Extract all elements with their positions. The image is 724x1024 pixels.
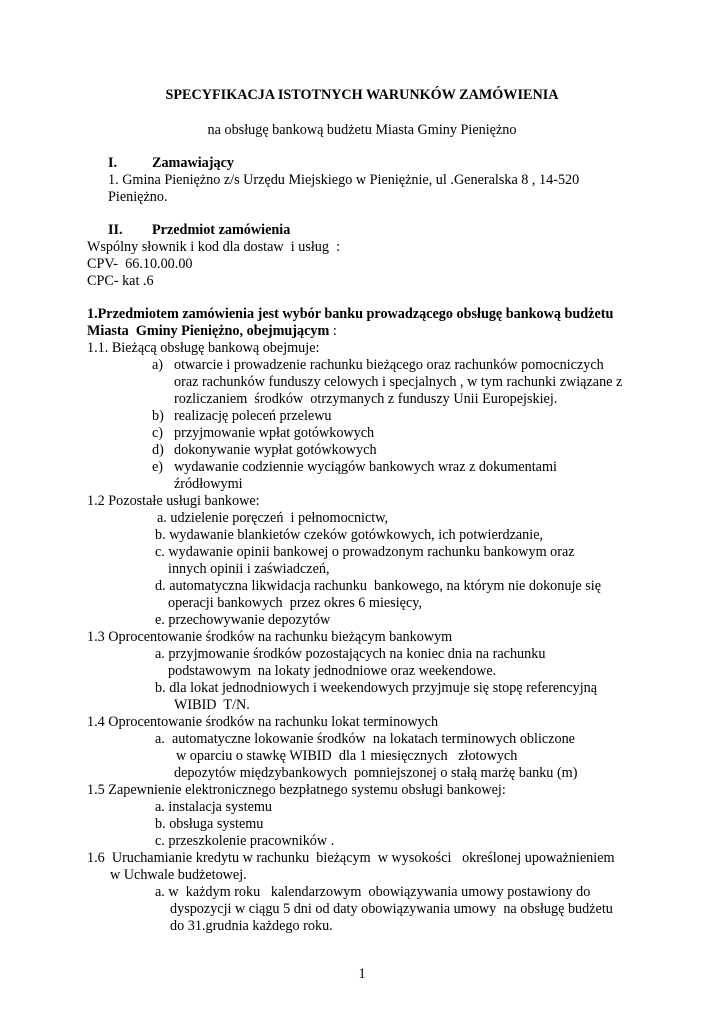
list-marker: d) [152,442,164,458]
list-item: d. automatyczna likwidacja rachunku bankowego, na którym nie dokonuje się [155,578,601,594]
list-item: dokonywanie wypłat gotówkowych [174,442,377,458]
list-item: c. wydawanie opinii bankowej o prowadzonym rachunku bankowym oraz [155,544,575,560]
list-item: a. przyjmowanie środków pozostających na koniec dnia na rachunku [155,646,546,662]
list-item: 1.5 Zapewnienie elektronicznego bezpłatnego systemu obsługi bankowej: [87,782,506,798]
list-item: a. automatyczne lokowanie środków na lokatach terminowych obliczone [155,731,575,747]
scope-heading-text: Miasta Gminy Pieniężno, obejmującym [87,323,330,339]
list-marker: b) [152,408,164,424]
list-item: WIBID T/N. [174,697,250,713]
list-item: przyjmowanie wpłat gotówkowych [174,425,375,441]
list-item: realizację poleceń przelewu [174,408,332,424]
list-item: w Uchwale budżetowej. [110,867,247,883]
list-item: do 31.grudnia każdego roku. [170,918,333,934]
scope-heading-colon: : [329,323,337,339]
list-marker: a) [152,357,164,373]
list-item: oraz rachunków funduszy celowych i specjalnych , w tym rachunki związane z [174,374,623,390]
scope-heading: 1.Przedmiotem zamówienia jest wybór banku prowadzącego obsługę bankową budżetu [87,306,614,322]
list-item: otwarcie i prowadzenie rachunku bieżącego oraz rachunków pomocniczych [174,357,604,373]
list-item: podstawowym na lokaty jednodniowe oraz weekendowe. [168,663,497,679]
document-title: SPECYFIKACJA ISTOTNYCH WARUNKÓW ZAMÓWIENIA [165,87,559,103]
list-item: e. przechowywanie depozytów [155,612,331,628]
section-1-numeral: I. [108,155,118,171]
page-number: 1 [358,966,366,982]
list-item: 1.3 Oprocentowanie środków na rachunku bieżącym bankowym [87,629,453,645]
list-item: a. instalacja systemu [155,799,273,815]
list-item: źródłowymi [174,476,243,492]
section-1-heading: Zamawiający [152,155,234,171]
list-item: 1.1. Bieżącą obsługę bankową obejmuje: [87,340,320,356]
list-item: innych opinii i zaświadczeń, [168,561,330,577]
list-item: 1.4 Oprocentowanie środków na rachunku lokat terminowych [87,714,439,730]
list-item: a. w każdym roku kalendarzowym obowiązywania umowy postawiony do [155,884,591,900]
section-2-numeral: II. [108,222,123,238]
list-item: depozytów międzybankowych pomniejszonej o stałą marżę banku (m) [174,765,578,781]
section-2-text: Wspólny słownik i kod dla dostaw i usług : [87,239,341,255]
section-1-text: 1. Gmina Pieniężno z/s Urzędu Miejskiego w Pieniężnie, ul .Generalska 8 , 14-520 [108,172,580,188]
list-item: w oparciu o stawkę WIBID dla 1 miesięcznych złotowych [176,748,518,764]
list-item: b. wydawanie blankietów czeków gotówkowych, ich potwierdzanie, [155,527,544,543]
list-item: b. dla lokat jednodniowych i weekendowych przyjmuje się stopę referencyjną [155,680,598,696]
section-2-text: CPC- kat .6 [87,273,154,289]
document-subtitle: na obsługę bankową budżetu Miasta Gminy Pieniężno [207,122,517,138]
list-item: wydawanie codziennie wyciągów bankowych wraz z dokumentami [174,459,557,475]
list-item: 1.6 Uruchamianie kredytu w rachunku bieżącym w wysokości określonej upoważnieniem [87,850,615,866]
list-item: c. przeszkolenie pracowników . [155,833,335,849]
list-marker: e) [152,459,164,475]
list-marker: c) [152,425,164,441]
list-item: a. udzielenie poręczeń i pełnomocnictw, [157,510,389,526]
section-2-text: CPV- 66.10.00.00 [87,256,193,272]
list-item: operacji bankowych przez okres 6 miesięcy, [168,595,422,611]
section-1-text: Pieniężno. [108,189,168,205]
scope-heading [87,323,337,341]
list-item: rozliczaniem środków otrzymanych z funduszy Unii Europejskiej. [174,391,558,407]
section-2-heading: Przedmiot zamówienia [152,222,291,238]
list-item: 1.2 Pozostałe usługi bankowe: [87,493,260,509]
list-item: b. obsługa systemu [155,816,264,832]
list-item: dyspozycji w ciągu 5 dni od daty obowiązywania umowy na obsługę budżetu [170,901,613,917]
